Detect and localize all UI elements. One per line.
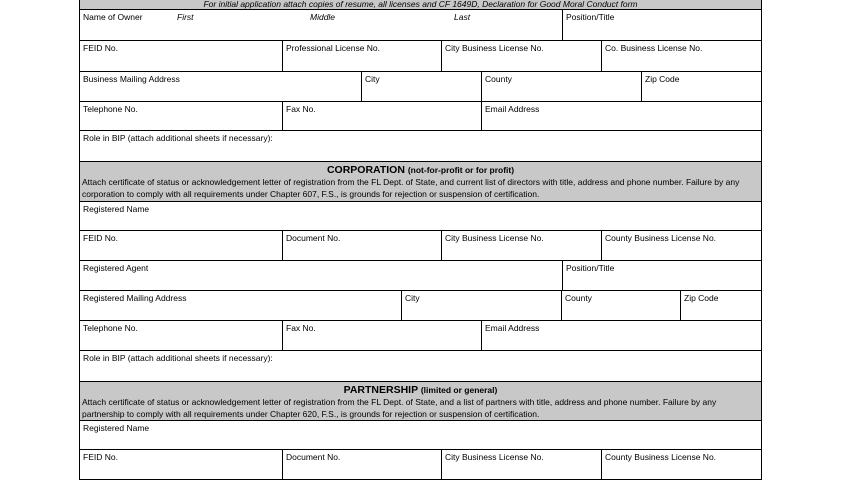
owner-email-input[interactable] — [482, 114, 761, 130]
owner-position-input[interactable] — [563, 22, 761, 40]
partnership-county-license-label: County Business License No. — [605, 452, 717, 462]
owner-co-license-label: Co. Business License No. — [605, 43, 703, 53]
corporation-note: Attach certificate of status or acknowledgement letter of registration from the FL Dept. of State, and current list of directors with title, address and phone number. Failure by any corporation to comply with all requirements under Chapter 607, F.S., is grounds for rejection or suspension of certification. — [82, 177, 740, 199]
corp-city-license-label: City Business License No. — [445, 233, 544, 243]
corp-email-input[interactable] — [482, 333, 761, 350]
corp-zip-label: Zip Code — [684, 293, 719, 303]
owner-email-cell[interactable] — [481, 102, 761, 130]
corp-feid-input[interactable] — [80, 243, 282, 260]
corporation-heading — [80, 164, 761, 176]
owner-fax-cell[interactable] — [282, 102, 481, 130]
corp-fax-input[interactable] — [283, 333, 481, 350]
partnership-document-cell[interactable] — [282, 450, 441, 479]
owner-feid-label: FEID No. — [83, 43, 118, 53]
corporation-title: CORPORATION — [326, 164, 405, 176]
corp-feid-label: FEID No. — [83, 233, 118, 243]
corp-position-input[interactable] — [563, 273, 761, 290]
owner-position-label: Position/Title — [566, 12, 615, 22]
owner-fax-input[interactable] — [283, 114, 481, 130]
partnership-subtitle: (limited or general) — [420, 385, 498, 395]
corp-document-input[interactable] — [283, 243, 441, 260]
corp-county-label: County — [565, 293, 592, 303]
owner-telephone-cell[interactable] — [80, 102, 282, 130]
corp-telephone-label: Telephone No. — [83, 323, 138, 333]
owner-city-license-input[interactable] — [442, 53, 601, 71]
owner-prof-license-label: Professional License No. — [286, 43, 381, 53]
corp-city-input[interactable] — [402, 303, 561, 320]
corp-county-license-label: County Business License No. — [605, 233, 717, 243]
corp-telephone-input[interactable] — [80, 333, 282, 350]
partnership-note: Attach certificate of status or acknowledgement letter of registration from the FL Dept. of State, and a list of partners with title, address and phone number. Failure by any partnership to comply with all requirements under Chapter 620, F.S., is grounds for rejection or suspension of certification. — [82, 397, 717, 419]
owner-zip-cell[interactable] — [641, 72, 761, 101]
corp-fax-cell[interactable] — [282, 321, 481, 350]
corp-mailing-label: Registered Mailing Address — [83, 293, 187, 303]
owner-name-cell[interactable] — [80, 10, 562, 40]
owner-name-input[interactable] — [80, 22, 562, 40]
partnership-city-license-label: City Business License No. — [445, 452, 544, 462]
owner-feid-cell[interactable] — [80, 41, 282, 71]
corporation-section-header — [79, 162, 762, 202]
owner-co-license-input[interactable] — [602, 53, 761, 71]
owner-mailing-cell[interactable] — [80, 72, 361, 101]
corp-county-license-cell[interactable] — [601, 231, 761, 260]
application-form — [79, 0, 762, 462]
corp-contact-row — [79, 321, 762, 351]
corp-registered-name-cell[interactable] — [80, 202, 761, 230]
owner-role-row — [79, 131, 762, 162]
corp-feid-cell[interactable] — [80, 231, 282, 260]
corp-email-label: Email Address — [485, 323, 540, 333]
corp-role-label: Role in BIP (attach additional sheets if necessary): — [83, 353, 273, 363]
owner-city-label: City — [365, 74, 380, 84]
corp-name-row — [79, 202, 762, 231]
partnership-license-row — [79, 450, 762, 480]
corp-role-cell[interactable] — [80, 351, 761, 381]
corp-mailing-input[interactable] — [80, 303, 401, 320]
corp-agent-input[interactable] — [80, 273, 562, 290]
partnership-county-license-cell[interactable] — [601, 450, 761, 479]
corp-position-cell[interactable] — [562, 261, 761, 290]
owner-mailing-label: Business Mailing Address — [83, 74, 180, 84]
first-name-label: First — [177, 12, 194, 22]
corp-license-row — [79, 231, 762, 261]
owner-county-input[interactable] — [482, 84, 641, 101]
corp-fax-label: Fax No. — [286, 323, 316, 333]
owner-name-row — [79, 10, 762, 41]
owner-mailing-input[interactable] — [80, 84, 361, 101]
owner-feid-input[interactable] — [80, 53, 282, 71]
owner-city-license-label: City Business License No. — [445, 43, 544, 53]
partnership-document-label: Document No. — [286, 452, 341, 462]
corp-agent-row — [79, 261, 762, 291]
owner-name-label: Name of Owner — [83, 12, 143, 22]
partnership-feid-label: FEID No. — [83, 452, 118, 462]
last-name-label: Last — [454, 12, 471, 22]
corp-city-license-cell[interactable] — [441, 231, 601, 260]
partnership-registered-name-label: Registered Name — [83, 423, 150, 433]
owner-city-cell[interactable] — [361, 72, 481, 101]
corp-telephone-cell[interactable] — [80, 321, 282, 350]
owner-telephone-input[interactable] — [80, 114, 282, 130]
owner-city-license-cell[interactable] — [441, 41, 601, 71]
corp-county-cell[interactable] — [561, 291, 680, 320]
corp-role-input[interactable] — [80, 363, 761, 381]
partnership-feid-cell[interactable] — [80, 450, 282, 479]
owner-county-cell[interactable] — [481, 72, 641, 101]
owner-co-license-cell[interactable] — [601, 41, 761, 71]
corp-registered-name-label: Registered Name — [83, 204, 150, 214]
owner-zip-label: Zip Code — [645, 74, 680, 84]
corp-document-label: Document No. — [286, 233, 341, 243]
corp-city-cell[interactable] — [401, 291, 561, 320]
corp-position-label: Position/Title — [566, 263, 615, 273]
owner-fax-label: Fax No. — [286, 104, 316, 114]
corp-registered-name-input[interactable] — [80, 214, 761, 230]
corp-county-input[interactable] — [562, 303, 680, 320]
partnership-registered-name-cell[interactable] — [80, 421, 761, 449]
owner-license-row — [79, 41, 762, 72]
corporation-subtitle: (not-for-profit or for profit) — [407, 165, 515, 175]
owner-address-row — [79, 72, 762, 102]
owner-zip-input[interactable] — [642, 84, 761, 101]
corp-document-cell[interactable] — [282, 231, 441, 260]
corp-agent-label: Registered Agent — [83, 263, 149, 273]
corp-city-label: City — [405, 293, 420, 303]
owner-prof-license-cell[interactable] — [282, 41, 441, 71]
corp-role-row — [79, 351, 762, 382]
owner-county-label: County — [485, 74, 512, 84]
corp-agent-cell[interactable] — [80, 261, 562, 290]
owner-position-cell[interactable] — [562, 10, 761, 40]
owner-role-input[interactable] — [80, 143, 761, 161]
corp-zip-cell[interactable] — [680, 291, 761, 320]
corp-mailing-cell[interactable] — [80, 291, 401, 320]
owner-prof-license-input[interactable] — [283, 53, 441, 71]
partnership-heading — [80, 384, 761, 396]
corp-city-license-input[interactable] — [442, 243, 601, 260]
partnership-name-row — [79, 421, 762, 450]
owner-email-label: Email Address — [485, 104, 540, 114]
corp-county-license-input[interactable] — [602, 243, 761, 260]
corp-address-row — [79, 291, 762, 321]
partnership-title: PARTNERSHIP — [343, 384, 418, 396]
corp-email-cell[interactable] — [481, 321, 761, 350]
owner-attachment-note: For initial application attach copies of resume, all licenses and CF 1649D, Declaration for Good Moral Conduct form — [79, 0, 762, 10]
owner-role-cell[interactable] — [80, 131, 761, 161]
owner-contact-row — [79, 102, 762, 131]
owner-role-label: Role in BIP (attach additional sheets if necessary): — [83, 133, 273, 143]
partnership-registered-name-input[interactable] — [80, 433, 761, 449]
owner-telephone-label: Telephone No. — [83, 104, 138, 114]
partnership-city-license-cell[interactable] — [441, 450, 601, 479]
partnership-section-header — [79, 382, 762, 421]
owner-city-input[interactable] — [362, 84, 481, 101]
corp-zip-input[interactable] — [681, 303, 761, 320]
middle-name-label: Middle — [310, 12, 336, 22]
